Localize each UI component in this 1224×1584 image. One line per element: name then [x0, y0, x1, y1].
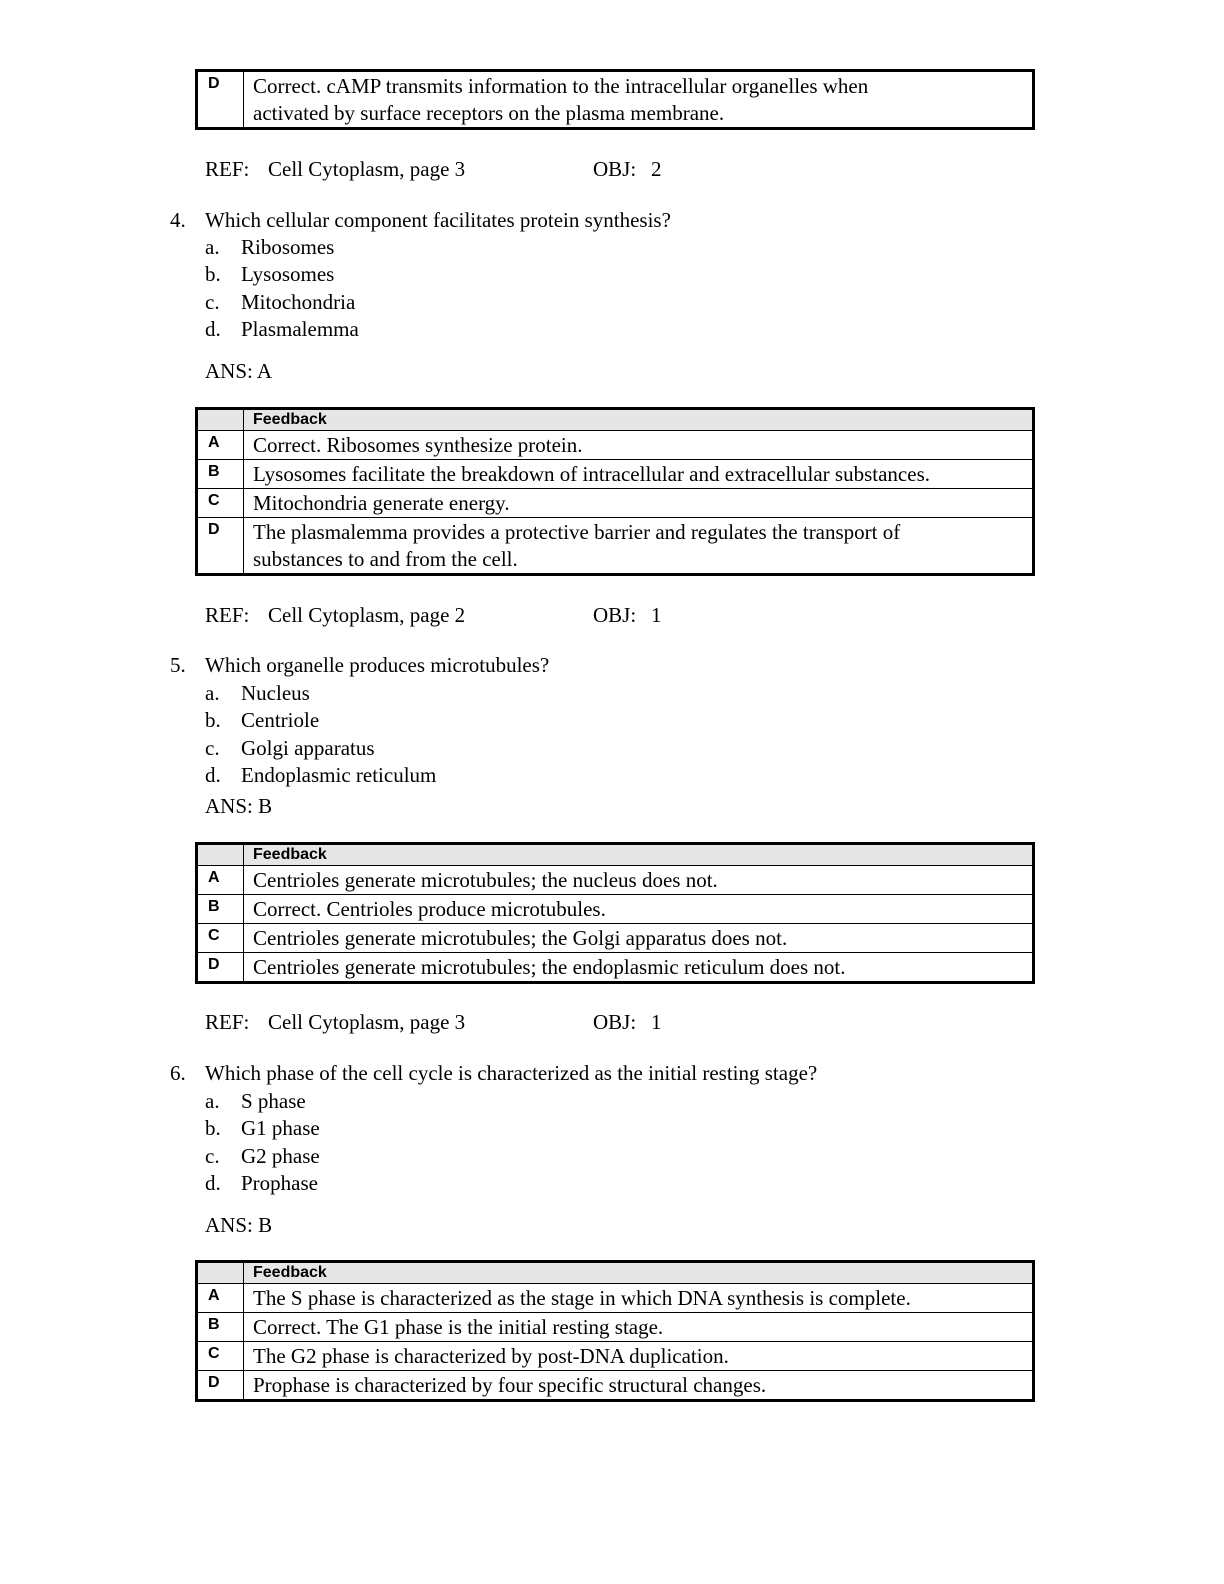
- option-letter: a.: [205, 235, 220, 259]
- feedback-row-text: [244, 71, 1034, 129]
- feedback-row-letter: B: [197, 1313, 244, 1342]
- option-letter: a.: [205, 1089, 220, 1113]
- feedback-header-row: [197, 844, 1034, 866]
- question-number: 4.: [170, 208, 186, 232]
- option-text: Plasmalemma: [241, 317, 359, 341]
- feedback-row-letter: B: [197, 895, 244, 924]
- answer-key: ANS: B: [205, 1213, 273, 1237]
- feedback-row-letter: C: [197, 489, 244, 518]
- feedback-row: [197, 1371, 1034, 1401]
- obj-label: OBJ:: [593, 603, 637, 627]
- feedback-row: [197, 431, 1034, 460]
- option-text: Endoplasmic reticulum: [241, 763, 437, 787]
- feedback-row-text: Centrioles generate microtubules; the endoplasmic reticulum does not.: [244, 953, 1034, 983]
- answer-key: ANS: B: [205, 794, 273, 818]
- feedback-row-letter: D: [197, 518, 244, 575]
- feedback-row-letter: A: [197, 431, 244, 460]
- feedback-row: [197, 518, 1034, 575]
- option-letter: a.: [205, 681, 220, 705]
- feedback-row-letter: D: [197, 71, 244, 129]
- feedback-row: [197, 924, 1034, 953]
- feedback-row-text: The G2 phase is characterized by post-DNA duplication.: [244, 1342, 1034, 1371]
- feedback-row-letter: D: [197, 953, 244, 983]
- obj-label: OBJ:: [593, 157, 637, 181]
- feedback-header-row: [197, 409, 1034, 431]
- option-text: Mitochondria: [241, 290, 356, 314]
- feedback-header-row: [197, 1262, 1034, 1284]
- feedback-row: [197, 1284, 1034, 1313]
- feedback-row-letter: B: [197, 460, 244, 489]
- ref-value: Cell Cytoplasm, page 3: [268, 157, 466, 181]
- feedback-row-text: Mitochondria generate energy.: [244, 489, 1034, 518]
- option-letter: b.: [205, 1116, 221, 1140]
- feedback-header: Feedback: [244, 844, 1034, 866]
- option-text: Golgi apparatus: [241, 736, 375, 760]
- feedback-line: substances to and from the cell.: [253, 547, 518, 571]
- feedback-row-text: Centrioles generate microtubules; the Golgi apparatus does not.: [244, 924, 1034, 953]
- ref-value: Cell Cytoplasm, page 3: [268, 1010, 466, 1034]
- option-letter: d.: [205, 317, 221, 341]
- feedback-row: [197, 460, 1034, 489]
- feedback-row: [197, 71, 1034, 129]
- option-text: Lysosomes: [241, 262, 335, 286]
- feedback-row-text: [244, 518, 1034, 575]
- option-letter: c.: [205, 1144, 220, 1168]
- feedback-row-text: Prophase is characterized by four specific structural changes.: [244, 1371, 1034, 1401]
- option-letter: c.: [205, 290, 220, 314]
- feedback-table-q6: [195, 1260, 1035, 1402]
- feedback-row: [197, 895, 1034, 924]
- obj-value: 1: [651, 1010, 662, 1034]
- question-number: 6.: [170, 1061, 186, 1085]
- ref-label: REF:: [205, 1010, 250, 1034]
- ref-label: REF:: [205, 157, 250, 181]
- obj-label: OBJ:: [593, 1010, 637, 1034]
- option-text: S phase: [241, 1089, 306, 1113]
- feedback-row-text: Correct. Centrioles produce microtubules.: [244, 895, 1034, 924]
- feedback-table-q4: [195, 407, 1035, 576]
- option-text: Prophase: [241, 1171, 318, 1195]
- feedback-row: [197, 1342, 1034, 1371]
- answer-key: ANS: A: [205, 359, 273, 383]
- ref-value: Cell Cytoplasm, page 2: [268, 603, 466, 627]
- feedback-header-blank: [197, 1262, 244, 1284]
- feedback-header: Feedback: [244, 1262, 1034, 1284]
- option-text: Nucleus: [241, 681, 310, 705]
- option-letter: d.: [205, 763, 221, 787]
- feedback-row-text: Correct. The G1 phase is the initial resting stage.: [244, 1313, 1034, 1342]
- feedback-line: The plasmalemma provides a protective barrier and regulates the transport of: [253, 520, 901, 544]
- feedback-row: [197, 1313, 1034, 1342]
- feedback-row-letter: A: [197, 1284, 244, 1313]
- feedback-header-blank: [197, 409, 244, 431]
- question-number: 5.: [170, 653, 186, 677]
- option-letter: c.: [205, 736, 220, 760]
- feedback-row: [197, 953, 1034, 983]
- feedback-row-text: Lysosomes facilitate the breakdown of intracellular and extracellular substances.: [244, 460, 1034, 489]
- feedback-line: activated by surface receptors on the plasma membrane.: [253, 101, 725, 125]
- feedback-line: Correct. cAMP transmits information to the intracellular organelles when: [253, 74, 869, 98]
- feedback-row-letter: C: [197, 1342, 244, 1371]
- option-text: G2 phase: [241, 1144, 320, 1168]
- feedback-row-letter: A: [197, 866, 244, 895]
- question-text: Which phase of the cell cycle is characterized as the initial resting stage?: [205, 1061, 818, 1085]
- option-letter: d.: [205, 1171, 221, 1195]
- feedback-table-q5: [195, 842, 1035, 984]
- feedback-row: [197, 489, 1034, 518]
- option-text: Centriole: [241, 708, 320, 732]
- feedback-table-q3-continued: [195, 69, 1035, 130]
- question-text: Which organelle produces microtubules?: [205, 653, 550, 677]
- feedback-row-letter: D: [197, 1371, 244, 1401]
- option-letter: b.: [205, 262, 221, 286]
- feedback-row-text: The S phase is characterized as the stage in which DNA synthesis is complete.: [244, 1284, 1034, 1313]
- option-text: G1 phase: [241, 1116, 320, 1140]
- feedback-row-text: Centrioles generate microtubules; the nucleus does not.: [244, 866, 1034, 895]
- option-text: Ribosomes: [241, 235, 335, 259]
- feedback-row: [197, 866, 1034, 895]
- question-text: Which cellular component facilitates protein synthesis?: [205, 208, 671, 232]
- obj-value: 1: [651, 603, 662, 627]
- option-letter: b.: [205, 708, 221, 732]
- feedback-header: Feedback: [244, 409, 1034, 431]
- feedback-row-letter: C: [197, 924, 244, 953]
- obj-value: 2: [651, 157, 662, 181]
- ref-label: REF:: [205, 603, 250, 627]
- feedback-header-blank: [197, 844, 244, 866]
- feedback-row-text: Correct. Ribosomes synthesize protein.: [244, 431, 1034, 460]
